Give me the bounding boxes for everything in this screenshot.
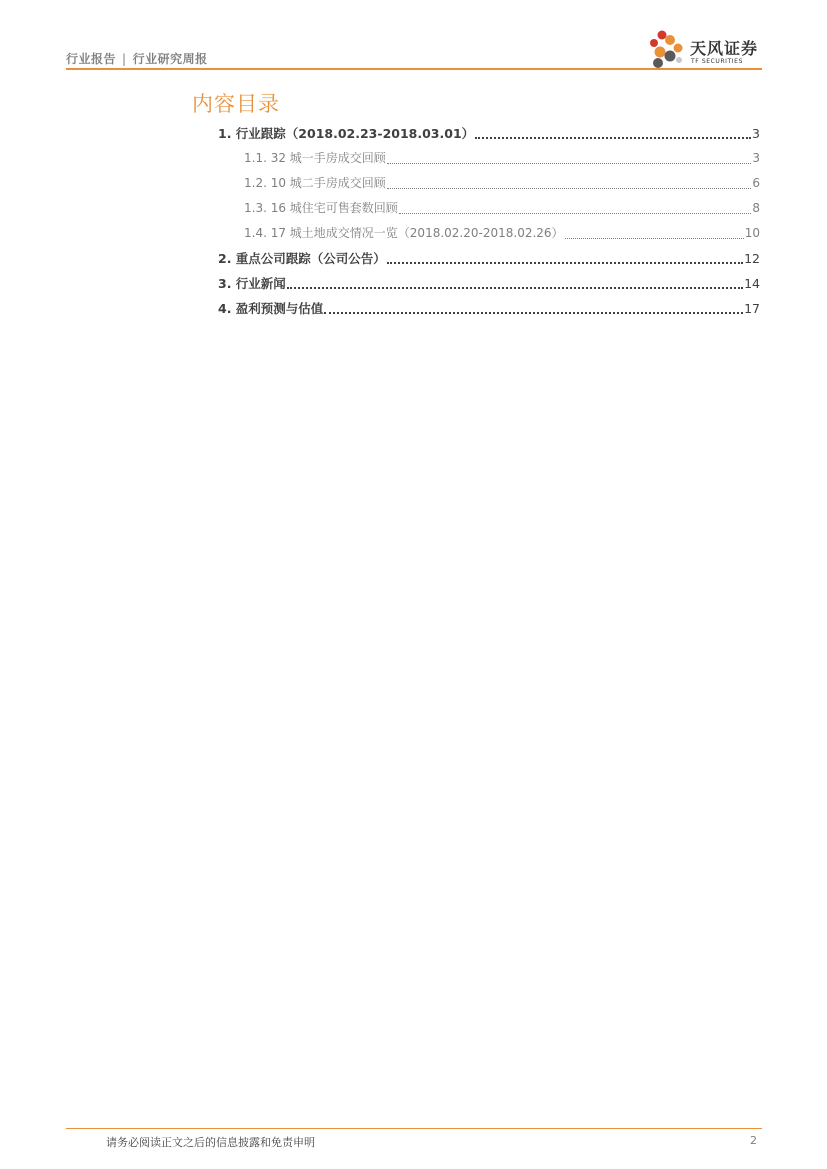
toc-leader (475, 128, 751, 139)
toc-leader (287, 278, 743, 289)
company-logo (648, 26, 764, 70)
logo-mark-icon (648, 26, 690, 70)
toc-entry-4[interactable] (218, 299, 760, 319)
toc-entry-label: 1.2. 10 城二手房成交回顾 (244, 176, 386, 190)
toc-entry-page: 6 (752, 176, 760, 190)
toc-entry-label: 3. 行业新闻 (218, 276, 286, 291)
toc-leader (387, 253, 743, 264)
toc-entry-1-2[interactable] (244, 174, 760, 194)
logo-name-cn: 天风证券 (690, 39, 759, 58)
toc-leader (324, 303, 743, 314)
footer-disclaimer: 请务必阅读正文之后的信息披露和免责申明 (106, 1136, 315, 1149)
toc-entry-page: 8 (752, 201, 760, 215)
toc-leader (565, 229, 744, 239)
toc-entry-page: 10 (744, 226, 760, 240)
header-divider (66, 68, 762, 70)
toc-entry-page: 3 (752, 126, 760, 141)
footer-divider (66, 1128, 762, 1129)
toc-entry-1[interactable] (218, 124, 760, 144)
toc-entry-page: 17 (744, 301, 760, 316)
report-subcategory: 行业研究周报 (132, 52, 208, 66)
report-category: 行业报告 (66, 52, 117, 66)
toc-entry-1-1[interactable] (244, 149, 760, 169)
toc-leader (387, 154, 752, 164)
toc-entry-page: 3 (752, 151, 760, 165)
toc-entry-label: 1.4. 17 城土地成交情况一览（2018.02.20-2018.02.26） (244, 226, 564, 240)
toc-entry-label: 1.3. 16 城住宅可售套数回顾 (244, 201, 398, 215)
toc-entry-2[interactable] (218, 249, 760, 269)
logo-name-en: TF SECURITIES (691, 58, 743, 65)
toc-title: 内容目录 (192, 92, 280, 116)
toc-entry-label: 2. 重点公司跟踪（公司公告） (218, 251, 386, 266)
toc-entry-page: 14 (744, 276, 760, 291)
toc-entry-label: 4. 盈利预测与估值 (218, 301, 324, 316)
page-number: 2 (750, 1134, 757, 1147)
toc-entry-1-3[interactable] (244, 199, 760, 219)
toc-entry-1-4[interactable] (244, 224, 760, 244)
toc-entry-label: 1.1. 32 城一手房成交回顾 (244, 151, 386, 165)
toc-leader (387, 179, 752, 189)
header-separator: | (122, 52, 127, 66)
toc-entry-label: 1. 行业跟踪（2018.02.23-2018.03.01） (218, 126, 475, 141)
toc-entry-3[interactable] (218, 274, 760, 294)
toc-entry-page: 12 (744, 251, 760, 266)
toc-leader (399, 204, 752, 214)
report-type-header (66, 50, 208, 67)
